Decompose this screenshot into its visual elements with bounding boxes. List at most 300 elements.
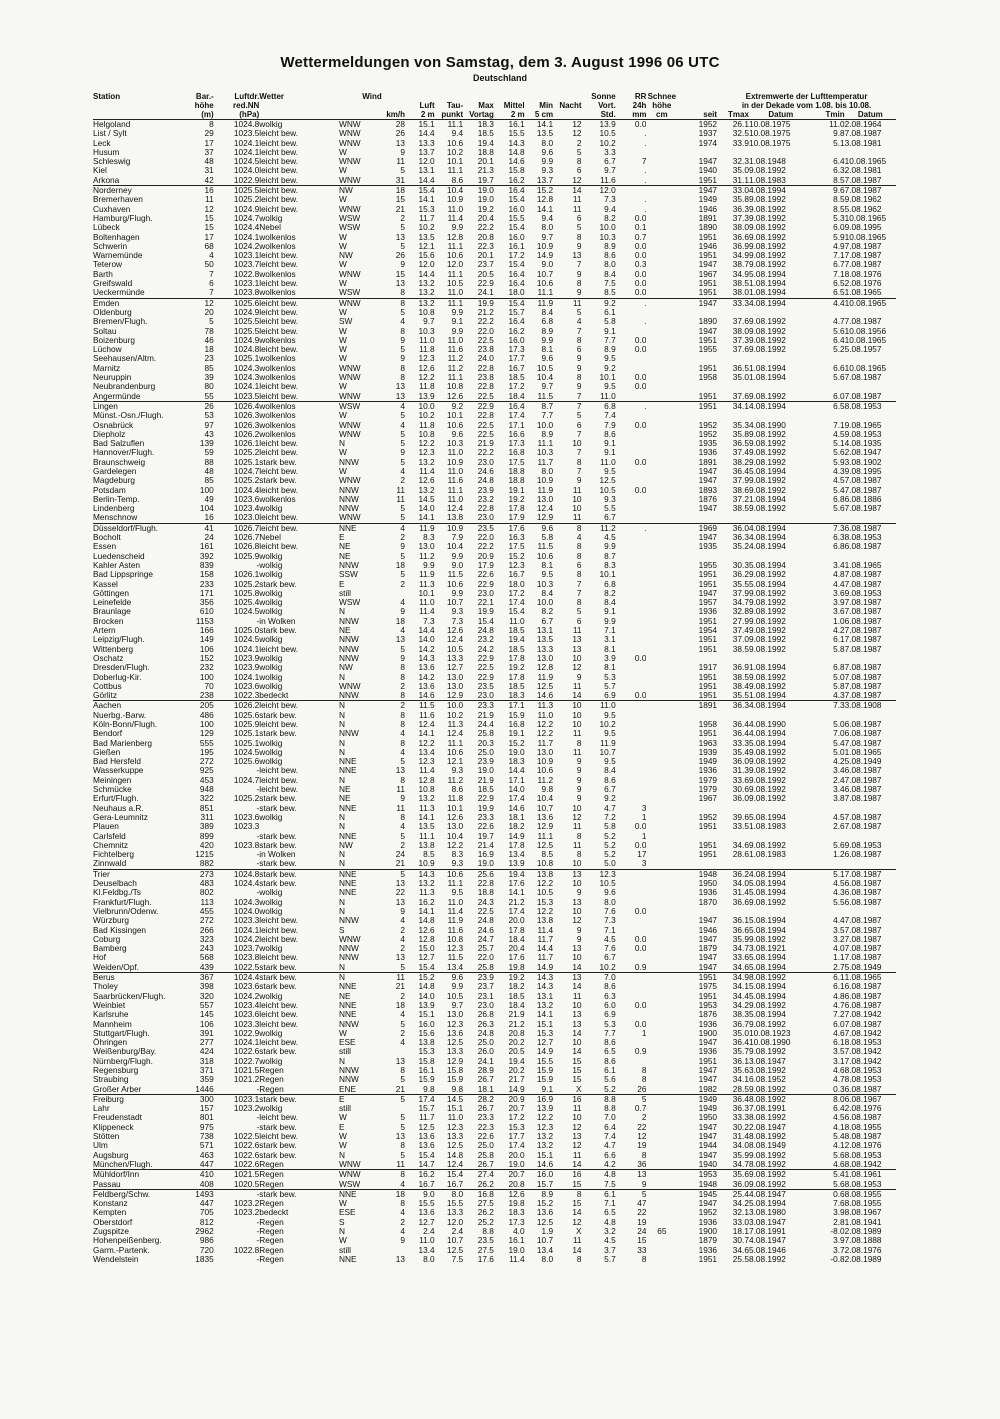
station-row [93,1227,896,1236]
barometer-height-cell: 557 [199,1000,214,1010]
night-cell: 2 [576,138,582,148]
dew-point-cell: 12.0 [446,1217,464,1227]
precipitation-cell [616,673,647,682]
temp-max-cell: 25.0 [477,1141,494,1151]
barometer-height-cell: 568 [199,953,214,963]
tmax-cell [717,804,749,813]
station-cell: Gera-Leumnitz [93,812,148,822]
wind-direction-cell: NE [338,551,351,561]
dew-point-cell: 11.0 [447,204,464,214]
dew-point-cell: 12.3 [446,944,464,954]
temp-max-cell: 19.9 [463,298,494,308]
snow-depth-cell [646,561,677,570]
sunshine-cell: 6.5 [604,1047,616,1057]
tmax-date-cell: 9.08.1992 [748,598,786,608]
tmin-cell [813,711,845,720]
since-cell: 1955 [698,345,718,355]
snow-depth-cell [646,879,677,888]
wind-direction-cell: NNE [338,803,357,813]
wind-direction-cell: NNE [338,1010,357,1020]
temp-min-5cm-cell: 13.0 [536,653,554,663]
weather-cell: Regen [259,1245,284,1255]
temp-air-cell: 15.6 [418,251,435,261]
wind-speed-cell: 4 [400,1227,406,1237]
since-cell: 1939 [698,747,718,757]
pressure-cell: 1025.9 [233,720,260,729]
night-cell: 7 [576,579,582,589]
snow-depth-cell [646,504,677,513]
barometer-height-cell: 17 [204,232,214,242]
tmin-cell: 6.1 [833,982,845,992]
wind-direction-cell: still [338,1047,351,1057]
temp-max-cell: 23.3 [463,701,494,711]
snow-depth-cell [646,1038,677,1047]
sunshine-cell: 9.5 [604,710,616,720]
weather-cell: stark bew. [259,457,297,467]
page-subtitle: Deutschland [472,73,527,83]
station-row [93,729,896,738]
pressure-cell: - [256,803,260,813]
precipitation-cell [616,476,647,485]
sunshine-cell: 11.0 [582,701,616,711]
temp-air-cell: 13.6 [418,1141,435,1151]
weather-cell: wolkig [259,588,283,598]
tmax-cell: 36.2 [732,570,749,580]
night-cell: 11 [572,991,582,1001]
temp-air-cell: 12.4 [418,720,435,729]
night-cell: 13 [553,973,581,983]
precipitation-cell [616,504,647,513]
precipitation-cell [616,635,647,644]
night-cell: 12 [572,1122,582,1132]
tmin-cell: -0.8 [830,1254,845,1264]
wind-speed-cell: 21 [395,204,406,214]
weather-cell: wolkig [259,1028,283,1038]
temp-min-5cm-cell: 12.2 [536,906,554,916]
tmin-cell: 5.2 [833,345,845,355]
temp-min-5cm-cell: 11.3 [525,701,553,711]
pressure-cell: 1024.4 [233,485,260,495]
tmin-date-cell: 7.08.1987 [844,775,882,785]
temp-mean-cell: 20.0 [508,1150,525,1160]
header-cell [339,110,380,120]
pressure-cell: 1024.2 [233,241,260,251]
sunshine-cell: 9.9 [604,542,616,552]
tmin-date-cell: 8.08.1953 [845,401,896,411]
sunshine-cell: 9.5 [604,466,616,476]
sunshine-cell: 3.9 [604,653,616,663]
precipitation-cell [616,720,647,729]
station-cell: Doberlug-Kir. [93,672,142,682]
temp-air-cell: 7.3 [423,616,435,626]
tmax-date-cell: 1.08.1948 [748,157,786,167]
temp-min-5cm-cell: 13.8 [525,869,553,879]
temp-min-5cm-cell: 8.2 [541,607,554,617]
pressure-cell: 1025.2 [233,195,260,205]
tmax-date-cell: 4.08.1994 [749,298,813,308]
dew-point-cell: 15.1 [446,1104,464,1114]
dew-point-cell: 9.9 [451,551,464,561]
tmin-cell: 1.1 [833,953,845,963]
temp-min-5cm-cell: 11.9 [537,672,554,682]
night-cell: 9 [576,672,582,682]
dew-point-cell: 8.6 [451,785,464,795]
tmin-date-cell: 6.08.1987 [844,766,882,776]
sunshine-cell: 7.6 [604,906,616,916]
since-cell: 1951 [698,672,718,682]
station-cell: Braunlage [93,607,131,617]
wind-direction-cell: W [338,335,347,345]
temp-min-5cm-cell: 13.6 [536,1208,554,1218]
night-cell: 12 [572,1217,582,1227]
precipitation-cell [616,589,647,598]
tmax-cell: 36.4 [717,1094,749,1104]
pressure-cell: 1026.1 [233,439,260,449]
wind-speed-cell: 8 [400,738,406,748]
temp-min-5cm-cell: 10.5 [536,888,554,898]
temp-air-cell: 12.8 [418,775,435,785]
tmax-date-cell: 3.08.1921 [748,944,786,954]
weather-cell: leicht bew. [259,138,299,148]
temp-air-cell: 14.1 [418,729,435,739]
temp-min-5cm-cell: 10.0 [536,420,554,430]
tmax-date-cell [749,907,813,916]
wind-speed-cell: 8 [400,326,406,336]
station-row [93,1180,896,1190]
pressure-cell: 1021.5 [214,1170,260,1180]
tmax-cell: 37.2 [732,494,749,504]
pressure-cell: 1024.4 [233,879,260,889]
station-row [93,467,896,476]
temp-max-cell: 20.1 [477,251,494,261]
wind-speed-cell: 11 [396,1159,406,1169]
barometer-height-cell: 97 [204,420,214,430]
temp-mean-cell: 14.9 [508,1084,525,1094]
temp-mean-cell: 18.8 [508,466,525,476]
temp-min-5cm-cell: 11.7 [537,953,554,963]
station-cell: Konstanz [93,1199,128,1209]
temp-min-5cm-cell: 11.1 [537,288,554,298]
wind-speed-cell: 4 [400,1179,406,1189]
precipitation-cell: 0.7 [634,232,647,242]
night-cell: 9 [576,766,582,776]
temp-max-cell: 26.0 [477,1047,494,1057]
wind-direction-cell: W [338,354,347,364]
night-cell: 10 [572,1000,582,1010]
wind-speed-cell: 2 [400,213,406,223]
station-cell: Mühldorf/Inn [93,1170,186,1180]
weather-cell: leicht bew. [259,391,299,401]
sunshine-cell: 6.7 [604,953,616,963]
wind-speed-cell: 9 [400,542,406,552]
since-cell: 1949 [698,1104,718,1114]
night-cell: 11 [572,513,582,523]
station-cell: Leipzig/Flugh. [93,635,145,645]
precipitation-cell: 0.0 [634,288,647,298]
barometer-height-cell: 272 [199,757,214,767]
station-cell: Freiburg [93,1094,186,1104]
wind-direction-cell: SW [338,317,353,327]
temp-max-cell: 24.1 [477,288,494,298]
snow-depth-cell [646,701,677,711]
temp-min-5cm-cell: 13.8 [536,916,554,926]
tmin-date-cell: 3.08.1908 [845,701,896,711]
temp-max-cell: 22.5 [477,420,494,430]
barometer-height-cell: 100 [199,672,214,682]
weather-cell: leicht bew. [259,925,299,935]
temp-min-5cm-cell: 15.2 [525,186,553,196]
pressure-cell: - [256,785,260,795]
tmin-date-cell: 9.08.1953 [844,588,882,598]
station-row [93,1236,896,1245]
precipitation-cell: 8 [641,1150,647,1160]
pressure-cell: 1021.2 [233,1075,260,1085]
station-row [93,233,896,242]
pressure-cell: 1025.5 [214,186,260,196]
pressure-cell: 1026.3 [233,420,260,430]
since-cell [677,654,717,663]
night-cell: 11 [572,204,582,214]
precipitation-cell [616,392,647,402]
station-row [93,327,896,336]
sunshine-cell: 11.2 [582,523,616,533]
tmax-date-cell [749,859,813,869]
tmax-cell: 39.6 [732,812,749,822]
temp-min-5cm-cell: 13.1 [536,991,554,1001]
tmax-cell: 34.7 [732,598,749,608]
since-cell: 1947 [698,1038,718,1048]
temp-air-cell: 15.2 [405,973,435,983]
dew-point-cell: 9.6 [435,973,463,983]
weather-cell: wolkenlos [259,335,296,345]
night-cell: 8 [576,738,582,748]
temp-mean-cell: 14.1 [508,888,525,898]
temp-mean-cell: 17.6 [494,523,525,533]
tmin-date-cell: 7.08.1987 [845,869,896,879]
station-row [93,766,896,775]
tmin-date-cell: 6.08.1987 [844,729,882,739]
tmin-date-cell: 7.08.1987 [844,241,882,251]
station-row [93,1132,896,1141]
station-row [93,992,896,1001]
temp-max-cell: 23.0 [477,457,494,467]
wind-direction-cell: WNW [339,298,380,308]
temp-mean-cell: 20.4 [508,944,525,954]
night-cell: 14 [572,1047,582,1057]
tmax-date-cell: 5.08.1994 [748,466,786,476]
temp-mean-cell: 20.2 [508,1065,525,1075]
tmax-date-cell [749,552,813,561]
snow-depth-cell [646,926,677,935]
tmin-cell: 8.5 [833,175,845,185]
night-cell: 11 [572,822,582,832]
station-row [93,626,896,635]
temp-min-5cm-cell: 14.1 [536,204,554,214]
temp-mean-cell: 15.3 [508,1122,525,1132]
tmax-cell: 34.1 [732,982,749,992]
tmin-cell: 5.1 [813,869,845,879]
weather-cell: wolkig [259,738,283,748]
weather-cell: wolkig [259,1056,283,1066]
temp-mean-cell: 17.8 [508,653,525,663]
pressure-cell: 1022.6 [233,1159,260,1169]
weather-cell: leicht bew. [259,934,299,944]
snow-depth-cell [646,1246,677,1255]
since-cell: 1951 [698,232,718,242]
header-cell [405,83,582,92]
temp-air-cell: 13.2 [418,279,435,289]
weather-cell: leicht bew. [259,1010,299,1020]
snow-depth-cell [646,1189,677,1199]
dew-point-cell: 11.0 [447,448,464,458]
station-row [93,850,896,859]
dew-point-cell: 11.1 [447,269,464,279]
header-cell: Datum [749,110,813,120]
snow-depth-cell [646,757,677,766]
temp-mean-cell: 20.8 [508,1179,525,1189]
weather-cell: stark bew. [259,626,297,636]
pressure-cell: 1024.9 [233,307,260,317]
since-cell: 1947 [698,466,718,476]
wind-speed-cell: 4 [400,1208,406,1218]
temp-max-cell: 19.2 [477,204,494,214]
precipitation-cell: 22 [637,1122,647,1132]
sunshine-cell: 5.3 [604,672,616,682]
dew-point-cell: 11.1 [447,485,464,495]
tmin-cell: 6.8 [833,542,845,552]
snow-depth-cell [646,298,677,308]
weather-cell: wolkig [259,681,283,691]
temp-max-cell: 24.6 [477,925,494,935]
dew-point-cell: 11.0 [447,1113,464,1123]
weather-cell: leicht bew. [259,186,339,196]
temp-air-cell: 10.8 [418,785,435,795]
tmin-date-cell: 1.08.1965 [844,747,882,757]
snow-depth-cell [646,841,677,850]
temp-air-cell: 15.3 [418,1047,435,1057]
tmax-cell: 32.1 [732,1208,749,1218]
since-cell: 1947 [698,1199,718,1209]
dew-point-cell: 10.8 [446,934,464,944]
sunshine-cell: 6.7 [604,157,616,167]
temp-max-cell: 28.2 [463,1094,494,1104]
sunshine-cell: 7.2 [604,812,616,822]
wind-direction-cell: W [338,345,347,355]
temp-mean-cell: 17.5 [508,457,525,467]
wind-direction-cell: WNW [338,681,361,691]
precipitation-cell: 0.0 [634,485,647,495]
tmax-cell: 31.3 [732,766,749,776]
wind-speed-cell [380,1104,405,1113]
temp-min-5cm-cell: 15.3 [536,897,554,907]
sunshine-cell: 10.1 [599,570,616,580]
temp-mean-cell: 16.4 [508,317,525,327]
wind-direction-cell: NNE [339,1189,380,1199]
station-row [93,411,896,420]
barometer-height-cell: 48 [204,157,214,167]
temp-min-5cm-cell: 9.3 [541,166,554,176]
pressure-cell: - [256,850,260,860]
wind-direction-cell: WNW [338,420,361,430]
sunshine-cell: 11.6 [600,175,616,185]
tmax-date-cell: 9.08.1992 [748,1019,786,1029]
tmin-date-cell [845,382,896,391]
tmin-cell: 5.4 [833,1132,845,1142]
pressure-cell: 1025.9 [233,551,260,561]
temp-air-cell: 10.1 [418,588,435,598]
temp-min-5cm-cell: 8.0 [541,138,554,148]
table-header [93,83,896,120]
dew-point-cell: 10.6 [446,420,464,430]
header-cell: cm [646,110,677,120]
precipitation-cell [616,411,647,420]
temp-mean-cell: 20.7 [494,1170,525,1180]
wind-direction-cell: WNW [338,363,361,373]
station-row [93,448,896,457]
tmin-cell: 4.4 [833,916,845,926]
temp-air-cell: 13.8 [418,1038,435,1048]
temp-mean-cell: 18.5 [508,681,525,691]
sunshine-cell: 7.4 [604,411,616,421]
precipitation-cell: 0.0 [634,653,647,663]
weather-cell: leicht bew. [259,775,299,785]
wind-speed-cell: 13 [395,138,406,148]
temp-mean-cell: 16.4 [494,401,525,411]
temp-min-5cm-cell: 14.9 [536,1047,554,1057]
dew-point-cell: 12.5 [446,1245,464,1255]
station-cell: Schwerin [93,241,128,251]
tmin-date-cell: 7.08.1987 [844,373,882,383]
sunshine-cell: 9.7 [604,166,616,176]
wind-direction-cell: NNW [338,616,359,626]
tmax-cell: 18.1 [732,1227,749,1237]
temp-min-5cm-cell: 12.2 [536,1113,554,1123]
snow-depth-cell [646,869,677,879]
night-cell: 12 [572,916,582,926]
since-cell: 1936 [698,766,718,776]
weather-cell: Regen [259,1075,284,1085]
snow-depth-cell [646,785,677,794]
temp-air-cell: 9.9 [423,560,435,570]
header-row [93,110,896,120]
tmax-date-cell: 5.08.1994 [748,953,786,963]
barometer-height-cell: 389 [199,822,214,832]
pressure-cell: 1026.1 [233,570,260,580]
weather-cell: wolkenlos [259,269,296,279]
wind-speed-cell: 11 [380,973,405,983]
snow-depth-cell [646,214,677,223]
snow-depth-cell [646,580,677,589]
tmax-cell: 35.8 [732,429,749,439]
wind-speed-cell: 4 [380,523,405,533]
wind-speed-cell: 13 [395,1132,406,1142]
station-row [93,898,896,907]
temp-air-cell: 11.0 [419,1236,435,1246]
temp-air-cell: 12.6 [418,925,435,935]
barometer-height-cell: 31 [204,166,214,176]
dew-point-cell: 13.3 [446,1132,464,1142]
precipitation-cell [616,748,647,757]
station-cell: Cuxhaven [93,204,131,214]
since-cell: 1951 [698,644,718,654]
temp-air-cell: 13.6 [418,1208,435,1218]
sunshine-cell: 9.3 [604,494,616,504]
temp-air-cell: 14.8 [418,916,435,926]
temp-min-5cm-cell: 15.5 [536,1056,554,1066]
wind-direction-cell: NNW [338,494,359,504]
night-cell: 7 [576,588,582,598]
wind-speed-cell: 13 [395,232,406,242]
